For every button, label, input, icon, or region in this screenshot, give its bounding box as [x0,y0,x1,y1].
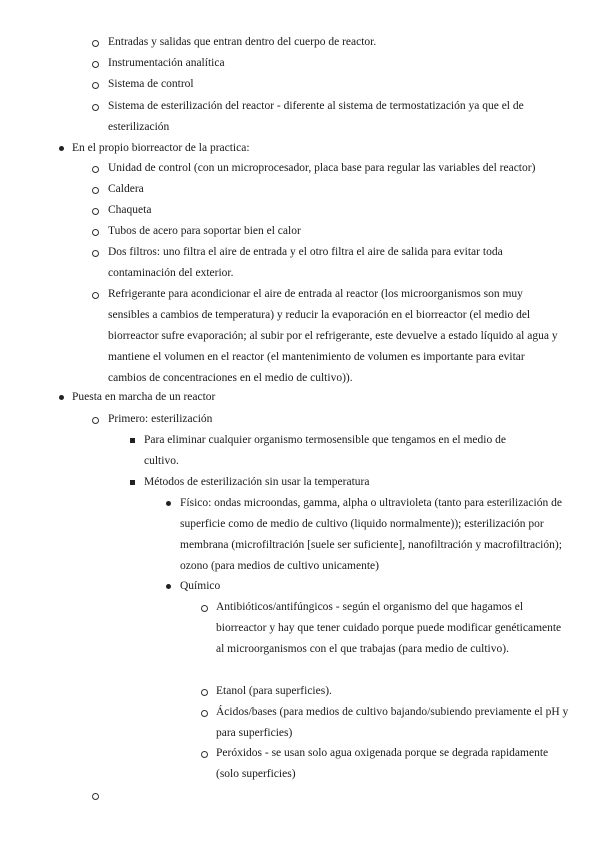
bullet-circle-icon [92,104,99,111]
list-item: Tubos de acero para soportar bien el calor [88,221,558,242]
list-item: Chaqueta [88,200,558,221]
list-item: Puesta en marcha de un reactor [54,387,574,408]
list-item: Unidad de control (con un microprocesador, placa base para regular las variables del reactor) [88,158,568,179]
bullet-circle-icon [92,250,99,257]
bullet-circle-icon [92,82,99,89]
bullet-square-icon [130,480,135,485]
list-item: Entradas y salidas que entran dentro del cuerpo de reactor. [88,32,558,53]
bullet-circle-icon [92,187,99,194]
bullet-circle-icon [201,710,208,717]
bullet-circle-icon [201,689,208,696]
bullet-disc-icon [59,395,64,400]
bullet-circle-icon [201,751,208,758]
bullet-disc-icon [166,584,171,589]
bullet-disc-icon [166,501,171,506]
list-item: En el propio biorreactor de la practica: [54,138,574,159]
bullet-circle-icon [92,166,99,173]
bullet-circle-icon [92,61,99,68]
bullet-circle-icon [92,229,99,236]
bullet-circle-icon [201,605,208,612]
list-item: Sistema de esterilización del reactor - diferente al sistema de termostatización ya que el de esterilización [88,96,558,138]
bullet-disc-icon [59,146,64,151]
list-item: Métodos de esterilización sin usar la temperatura [125,472,555,493]
list-item: Caldera [88,179,558,200]
bullet-circle-icon [92,40,99,47]
list-item: Primero: esterilización [88,409,558,430]
list-item: Para eliminar cualquier organismo termosensible que tengamos en el medio de cultivo. [125,430,535,472]
list-item: Físico: ondas microondas, gamma, alpha o ultravioleta (tanto para esterilización de superficie como de medio de cultivo (liquido normalmente)); esterilización por membrana (microfiltración [suele ser suficiente], nanofiltración y macrofiltración); ozono (para medios de cultivo unicamente) [161,493,566,577]
list-item: Ácidos/bases (para medios de cultivo bajando/subiendo previamente el pH y para superficies) [197,702,569,744]
list-item: Instrumentación analítica [88,53,558,74]
list-item: Dos filtros: uno filtra el aire de entrada y el otro filtra el aire de salida para evitar toda contaminación del exterior. [88,242,558,284]
bullet-circle-icon [92,417,99,424]
list-item: Antibióticos/antifúngicos - según el organismo del que hagamos el biorreactor y hay que tener cuidado porque puede modificar genéticamente al microorganismos con el que trabajas (para medio de cultivo). [197,597,569,660]
bullet-circle-icon [92,292,99,299]
bullet-square-icon [130,438,135,443]
bullet-circle-icon [92,208,99,215]
bullet-circle-icon [92,793,99,800]
list-item: Peróxidos - se usan solo agua oxigenada porque se degrada rapidamente (solo superficies) [197,743,557,785]
list-item: Químico [161,576,561,597]
list-item: Sistema de control [88,74,558,95]
list-item: Refrigerante para acondicionar el aire de entrada al reactor (los microorganismos son muy sensibles a cambios de temperatura) y reducir la evaporación en el biorreactor (el medio del biorreactor sufre evaporación; al subir por el refrigerante, este devuelve a estado líquido al agua y mantiene el volumen en el reactor (el mantenimiento de volumen es importante para evitar cambios de concentraciones en el medio de cultivo)). [88,284,558,389]
list-item: Etanol (para superficies). [197,681,569,702]
